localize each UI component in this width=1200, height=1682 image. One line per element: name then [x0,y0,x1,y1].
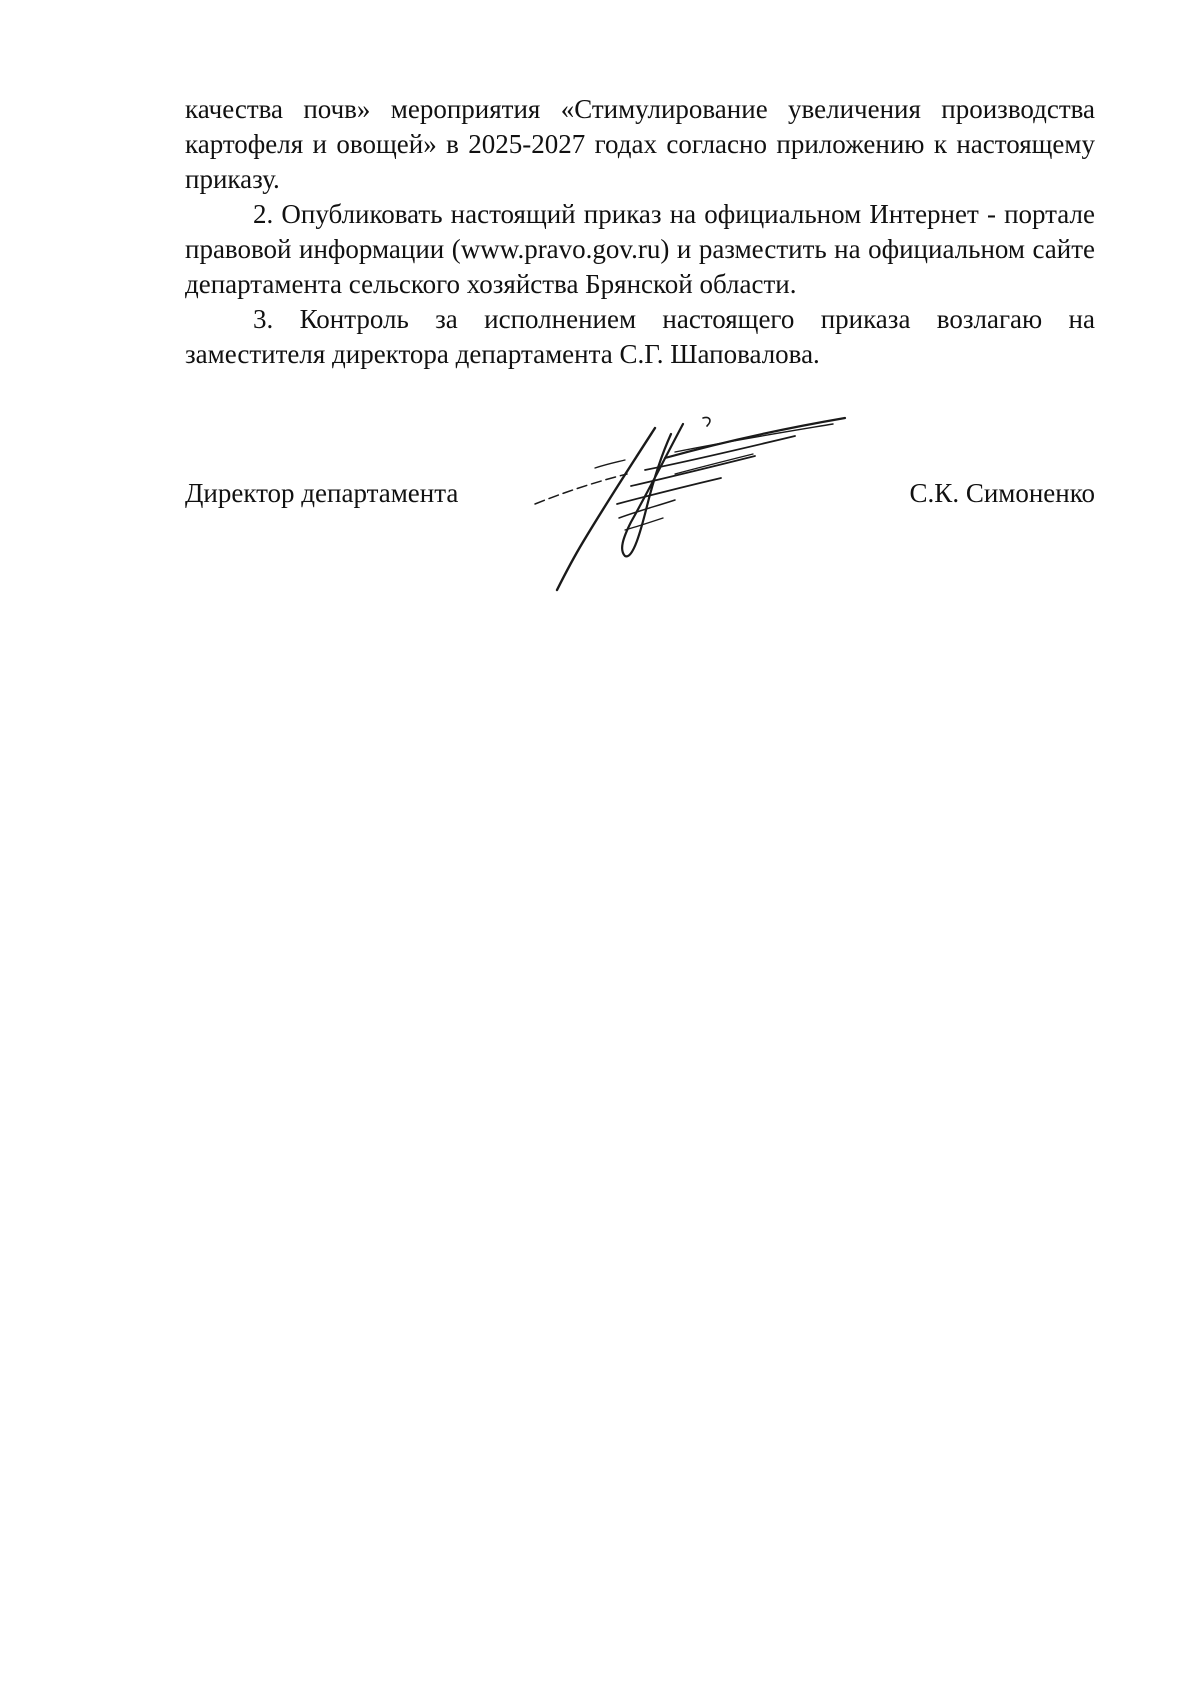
paragraph-item-3: 3. Контроль за исполнением настоящего приказа возлагаю на заместителя директора департамента С.Г. Шаповалова. [185,304,1095,369]
signatory-name: С.К. Симоненко [909,478,1095,508]
signatory-title: Директор департамента [185,478,459,508]
document-body [185,92,1095,372]
paragraph-continuation: качества почв» мероприятия «Стимулирование увеличения производства картофеля и овощей» в 2025-2027 годах согласно приложению к настоящему приказу. [185,94,1095,194]
paragraph-item-2: 2. Опубликовать настоящий приказ на официальном Интернет - портале правовой информации (www.pravo.gov.ru) и разместить на официальном сайте департамента сельского хозяйства Брянской области. [185,199,1095,299]
handwritten-signature [515,410,875,600]
